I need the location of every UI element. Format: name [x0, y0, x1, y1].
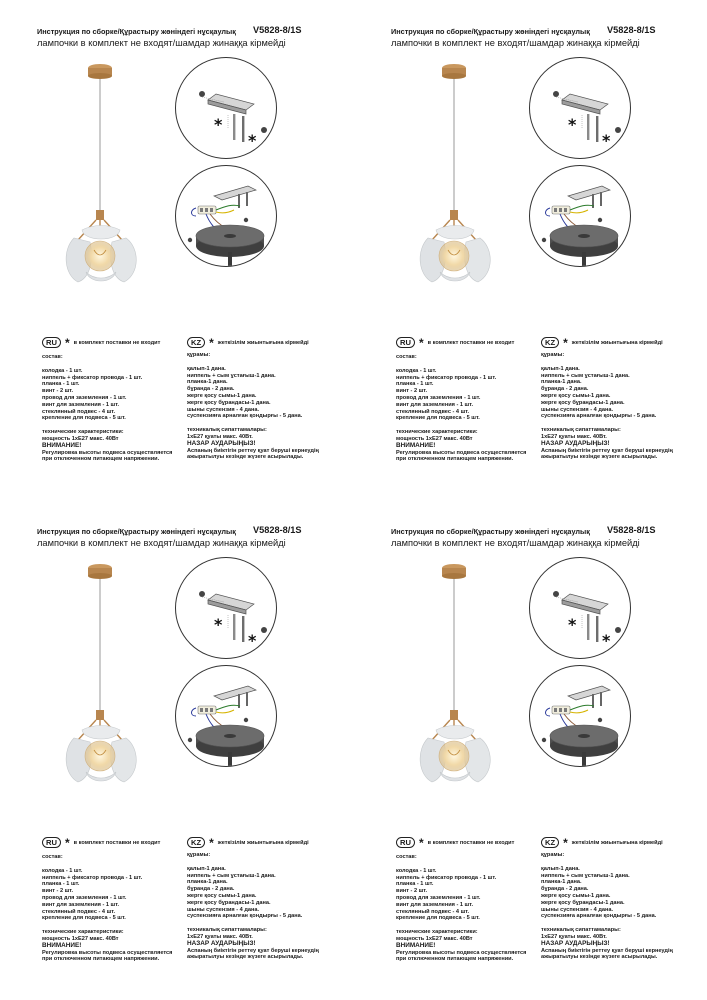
- star-icon: *: [563, 335, 568, 350]
- ru-specs-power: мощность 1хE27 макс. 40Вт: [42, 435, 119, 442]
- wiring-canopy-diagram: [529, 165, 631, 267]
- list-item: жерге қосу бұрандасы-1 дана.: [541, 899, 625, 906]
- list-item: планка - 1 шт.: [42, 881, 80, 888]
- kz-specs-power: 1хE27 қуаты макс. 40Вт.: [541, 933, 607, 940]
- ru-specs-title: технические характеристики:: [396, 429, 478, 436]
- ru-language-badge: RU: [396, 337, 415, 348]
- star-icon: *: [563, 835, 568, 850]
- model-number: V5828-8/1S: [253, 25, 302, 35]
- kz-contents-title: құрамы:: [541, 352, 565, 358]
- ru-specs-power: мощность 1хE27 макс. 40Вт: [396, 435, 473, 442]
- list-item: бұранда - 2 дана.: [187, 386, 235, 393]
- star-icon: *: [64, 835, 70, 850]
- list-item: провод для заземления - 1 шт.: [396, 894, 481, 901]
- list-item: ниппель + сым ұстағыш-1 дана.: [541, 872, 630, 879]
- list-item: винт для заземления - 1 шт.: [396, 901, 474, 908]
- canopy-illustration: [530, 166, 630, 266]
- kz-warning-line-1: Аспаның биіктігін реттеу қуат беруші кернеудің: [187, 947, 319, 954]
- model-number: V5828-8/1S: [607, 25, 656, 35]
- kz-not-included-row: [541, 337, 663, 348]
- list-item: планка-1 дана.: [187, 879, 228, 886]
- list-item: ниппель + сым ұстағыш-1 дана.: [541, 372, 630, 379]
- star-icon: *: [418, 835, 424, 850]
- kz-instructions: [187, 852, 347, 961]
- mounting-bracket-diagram: [529, 57, 631, 159]
- kz-specs-title: техникалық сипаттамалары:: [187, 927, 267, 934]
- mounting-bracket-diagram: [175, 557, 277, 659]
- list-item: крепление для подвеса - 5 шт.: [42, 415, 126, 422]
- list-item: планка - 1 шт.: [396, 881, 434, 888]
- kz-not-included-text: жеткізілім жиынтығына кірмейді: [571, 339, 663, 346]
- list-item: жерге қосу бұрандасы-1 дана.: [187, 899, 271, 906]
- list-item: стеклянный подвес - 4 шт.: [396, 408, 470, 415]
- list-item: винт для заземления - 1 шт.: [42, 401, 120, 408]
- pendant-lamp-illustration: [60, 60, 150, 285]
- list-item: шыны суспензия - 4 дана.: [187, 906, 260, 913]
- bracket-star-left: *: [214, 615, 223, 634]
- wiring-canopy-diagram: [175, 165, 277, 267]
- kz-warning-title: НАЗАР АУДАРЫҢЫЗ!: [187, 939, 256, 947]
- mounting-bracket-diagram: [175, 57, 277, 159]
- bracket-illustration: [176, 558, 276, 658]
- pendant-lamp-illustration: [60, 560, 150, 785]
- ru-instructions: [42, 354, 182, 463]
- kz-not-included-text: жеткізілім жиынтығына кірмейді: [217, 339, 309, 346]
- list-item: колодка - 1 шт.: [42, 867, 83, 874]
- kz-specs-title: техникалық сипаттамалары:: [187, 427, 267, 434]
- document-title: Инструкция по сборке/Құрастыру жөніндегі нұсқаулық V5828-8/1S: [391, 25, 656, 36]
- kz-instructions: [541, 352, 701, 461]
- star-icon: *: [209, 835, 214, 850]
- kz-language-badge: KZ: [541, 837, 559, 848]
- list-item: стеклянный подвес - 4 шт.: [396, 908, 470, 915]
- list-item: ниппель + сым ұстағыш-1 дана.: [187, 372, 276, 379]
- list-item: провод для заземления - 1 шт.: [42, 894, 127, 901]
- list-item: планка-1 дана.: [187, 379, 228, 386]
- kz-warning-line-2: ажыратылуы кезінде жүзеге асырылады.: [541, 454, 658, 461]
- list-item: планка-1 дана.: [541, 879, 582, 886]
- list-item: жерге қосу сымы-1 дана.: [187, 392, 257, 399]
- ru-not-included-text: в комплект поставки не входит: [427, 839, 515, 846]
- ru-language-badge: RU: [42, 837, 61, 848]
- list-item: стеклянный подвес - 4 шт.: [42, 408, 116, 415]
- list-item: шыны суспензия - 4 дана.: [541, 906, 614, 913]
- bracket-star-right: *: [248, 631, 257, 650]
- kz-specs-title: техникалық сипаттамалары:: [541, 927, 621, 934]
- kz-warning-title: НАЗАР АУДАРЫҢЫЗ!: [541, 939, 610, 947]
- ru-contents-title: состав:: [42, 854, 63, 860]
- mounting-bracket-diagram: [529, 557, 631, 659]
- kz-not-included-text: жеткізілім жиынтығына кірмейді: [571, 839, 663, 846]
- ru-specs-power: мощность 1хE27 макс. 40Вт: [42, 935, 119, 942]
- lamps-not-included-note: лампочки в комплект не входят/шамдар жинаққа кірмейді: [391, 538, 640, 548]
- kz-warning-line-1: Аспаның биіктігін реттеу қуат беруші кернеудің: [541, 947, 673, 954]
- ru-specs-title: технические характеристики:: [42, 929, 124, 936]
- list-item: ниппель + фиксатор провода - 1 шт.: [396, 374, 497, 381]
- kz-language-badge: KZ: [187, 337, 205, 348]
- lamps-not-included-note: лампочки в комплект не входят/шамдар жинаққа кірмейді: [37, 538, 286, 548]
- list-item: бұранда - 2 дана.: [187, 886, 235, 893]
- kz-contents-title: құрамы:: [541, 852, 565, 858]
- ru-instructions: [396, 854, 536, 963]
- kz-not-included-row: [541, 837, 663, 848]
- instruction-panel-bottom-left: [0, 500, 353, 1000]
- document-title: Инструкция по сборке/Құрастыру жөніндегі нұсқаулық V5828-8/1S: [391, 525, 656, 536]
- ru-contents-title: состав:: [42, 354, 63, 360]
- bracket-star-right: *: [602, 631, 611, 650]
- list-item: бұранда - 2 дана.: [541, 386, 589, 393]
- bracket-star-left: *: [568, 615, 577, 634]
- ru-not-included-row: [42, 337, 160, 348]
- list-item: ниппель + фиксатор провода - 1 шт.: [42, 874, 143, 881]
- kz-contents-title: құрамы:: [187, 852, 211, 858]
- instruction-panel-top-left: [0, 0, 353, 500]
- list-item: стеклянный подвес - 4 шт.: [42, 908, 116, 915]
- list-item: винт - 2 шт.: [396, 888, 428, 895]
- ru-warning-line-1: Регулировка высоты подвеса осуществляется: [42, 449, 173, 456]
- document-title: Инструкция по сборке/Құрастыру жөніндегі нұсқаулық V5828-8/1S: [37, 525, 302, 536]
- list-item: суспензияға арналған қондырғы - 5 дана.: [541, 413, 657, 420]
- pendant-lamp-illustration: [414, 60, 504, 285]
- pendant-lamp-illustration: [414, 560, 504, 785]
- kz-warning-line-2: ажыратылуы кезінде жүзеге асырылады.: [187, 954, 304, 961]
- ru-warning-title: ВНИМАНИЕ!: [42, 441, 82, 449]
- ru-warning-line-2: при отключенном питающем напряжении.: [396, 456, 514, 463]
- kz-warning-line-1: Аспаның биіктігін реттеу қуат беруші кернеудің: [541, 447, 673, 454]
- kz-warning-title: НАЗАР АУДАРЫҢЫЗ!: [187, 439, 256, 447]
- wiring-canopy-diagram: [529, 665, 631, 767]
- ru-language-badge: RU: [42, 337, 61, 348]
- bracket-star-left: *: [568, 115, 577, 134]
- list-item: винт для заземления - 1 шт.: [396, 401, 474, 408]
- list-item: колодка - 1 шт.: [42, 367, 83, 374]
- list-item: шыны суспензия - 4 дана.: [187, 406, 260, 413]
- list-item: жерге қосу бұрандасы-1 дана.: [541, 399, 625, 406]
- list-item: суспензияға арналған қондырғы - 5 дана.: [187, 913, 303, 920]
- ru-specs-power: мощность 1хE27 макс. 40Вт: [396, 935, 473, 942]
- star-icon: *: [209, 335, 214, 350]
- ru-specs-title: технические характеристики:: [396, 929, 478, 936]
- list-item: ниппель + фиксатор провода - 1 шт.: [396, 874, 497, 881]
- instruction-panel-top-right: [354, 0, 707, 500]
- ru-not-included-row: [396, 337, 514, 348]
- ru-warning-title: ВНИМАНИЕ!: [42, 941, 82, 949]
- bracket-star-right: *: [602, 131, 611, 150]
- list-item: қалып-1 дана.: [187, 365, 226, 372]
- instruction-panel-bottom-right: [354, 500, 707, 1000]
- list-item: винт для заземления - 1 шт.: [42, 901, 120, 908]
- canopy-illustration: [176, 666, 276, 766]
- canopy-illustration: [176, 166, 276, 266]
- kz-warning-title: НАЗАР АУДАРЫҢЫЗ!: [541, 439, 610, 447]
- list-item: винт - 2 шт.: [42, 888, 74, 895]
- kz-specs-power: 1хE27 қуаты макс. 40Вт.: [541, 433, 607, 440]
- ru-instructions: [42, 854, 182, 963]
- kz-specs-power: 1хE27 қуаты макс. 40Вт.: [187, 433, 253, 440]
- ru-warning-line-1: Регулировка высоты подвеса осуществляется: [396, 949, 527, 956]
- lamps-not-included-note: лампочки в комплект не входят/шамдар жинаққа кірмейді: [391, 38, 640, 48]
- kz-specs-power: 1хE27 қуаты макс. 40Вт.: [187, 933, 253, 940]
- list-item: крепление для подвеса - 5 шт.: [42, 915, 126, 922]
- list-item: қалып-1 дана.: [187, 865, 226, 872]
- bracket-illustration: [176, 58, 276, 158]
- list-item: қалып-1 дана.: [541, 865, 580, 872]
- list-item: провод для заземления - 1 шт.: [42, 394, 127, 401]
- list-item: планка-1 дана.: [541, 379, 582, 386]
- list-item: жерге қосу бұрандасы-1 дана.: [187, 399, 271, 406]
- list-item: планка - 1 шт.: [396, 381, 434, 388]
- list-item: крепление для подвеса - 5 шт.: [396, 915, 480, 922]
- list-item: планка - 1 шт.: [42, 381, 80, 388]
- ru-warning-line-1: Регулировка высоты подвеса осуществляется: [396, 449, 527, 456]
- ru-contents-title: состав:: [396, 354, 417, 360]
- model-number: V5828-8/1S: [607, 525, 656, 535]
- ru-specs-title: технические характеристики:: [42, 429, 124, 436]
- list-item: бұранда - 2 дана.: [541, 886, 589, 893]
- wiring-canopy-diagram: [175, 665, 277, 767]
- list-item: суспензияға арналған қондырғы - 5 дана.: [187, 413, 303, 420]
- document-title: Инструкция по сборке/Құрастыру жөніндегі нұсқаулық V5828-8/1S: [37, 25, 302, 36]
- ru-not-included-text: в комплект поставки не входит: [73, 839, 161, 846]
- model-number: V5828-8/1S: [253, 525, 302, 535]
- list-item: ниппель + фиксатор провода - 1 шт.: [42, 374, 143, 381]
- kz-warning-line-2: ажыратылуы кезінде жүзеге асырылады.: [187, 454, 304, 461]
- kz-not-included-row: [187, 837, 309, 848]
- ru-warning-line-2: при отключенном питающем напряжении.: [42, 456, 160, 463]
- ru-language-badge: RU: [396, 837, 415, 848]
- canopy-illustration: [530, 666, 630, 766]
- star-icon: *: [64, 335, 70, 350]
- list-item: шыны суспензия - 4 дана.: [541, 406, 614, 413]
- ru-not-included-text: в комплект поставки не входит: [427, 339, 515, 346]
- list-item: қалып-1 дана.: [541, 365, 580, 372]
- list-item: винт - 2 шт.: [396, 388, 428, 395]
- ru-contents-title: состав:: [396, 854, 417, 860]
- list-item: крепление для подвеса - 5 шт.: [396, 415, 480, 422]
- ru-warning-line-2: при отключенном питающем напряжении.: [42, 956, 160, 963]
- kz-warning-line-1: Аспаның биіктігін реттеу қуат беруші кернеудің: [187, 447, 319, 454]
- kz-not-included-text: жеткізілім жиынтығына кірмейді: [217, 839, 309, 846]
- kz-instructions: [541, 852, 701, 961]
- ru-warning-title: ВНИМАНИЕ!: [396, 941, 436, 949]
- bracket-illustration: [530, 558, 630, 658]
- ru-not-included-text: в комплект поставки не входит: [73, 339, 161, 346]
- kz-language-badge: KZ: [541, 337, 559, 348]
- ru-not-included-row: [396, 837, 514, 848]
- list-item: суспензияға арналған қондырғы - 5 дана.: [541, 913, 657, 920]
- kz-warning-line-2: ажыратылуы кезінде жүзеге асырылады.: [541, 954, 658, 961]
- ru-warning-line-2: при отключенном питающем напряжении.: [396, 956, 514, 963]
- lamps-not-included-note: лампочки в комплект не входят/шамдар жинаққа кірмейді: [37, 38, 286, 48]
- list-item: колодка - 1 шт.: [396, 367, 437, 374]
- kz-contents-title: құрамы:: [187, 352, 211, 358]
- ru-instructions: [396, 354, 536, 463]
- bracket-star-right: *: [248, 131, 257, 150]
- ru-warning-line-1: Регулировка высоты подвеса осуществляется: [42, 949, 173, 956]
- list-item: провод для заземления - 1 шт.: [396, 394, 481, 401]
- list-item: жерге қосу сымы-1 дана.: [187, 892, 257, 899]
- list-item: ниппель + сым ұстағыш-1 дана.: [187, 872, 276, 879]
- ru-warning-title: ВНИМАНИЕ!: [396, 441, 436, 449]
- kz-instructions: [187, 352, 347, 461]
- bracket-illustration: [530, 58, 630, 158]
- list-item: жерге қосу сымы-1 дана.: [541, 392, 611, 399]
- kz-not-included-row: [187, 337, 309, 348]
- kz-specs-title: техникалық сипаттамалары:: [541, 427, 621, 434]
- ru-not-included-row: [42, 837, 160, 848]
- list-item: жерге қосу сымы-1 дана.: [541, 892, 611, 899]
- kz-language-badge: KZ: [187, 837, 205, 848]
- star-icon: *: [418, 335, 424, 350]
- bracket-star-left: *: [214, 115, 223, 134]
- list-item: винт - 2 шт.: [42, 388, 74, 395]
- list-item: колодка - 1 шт.: [396, 867, 437, 874]
